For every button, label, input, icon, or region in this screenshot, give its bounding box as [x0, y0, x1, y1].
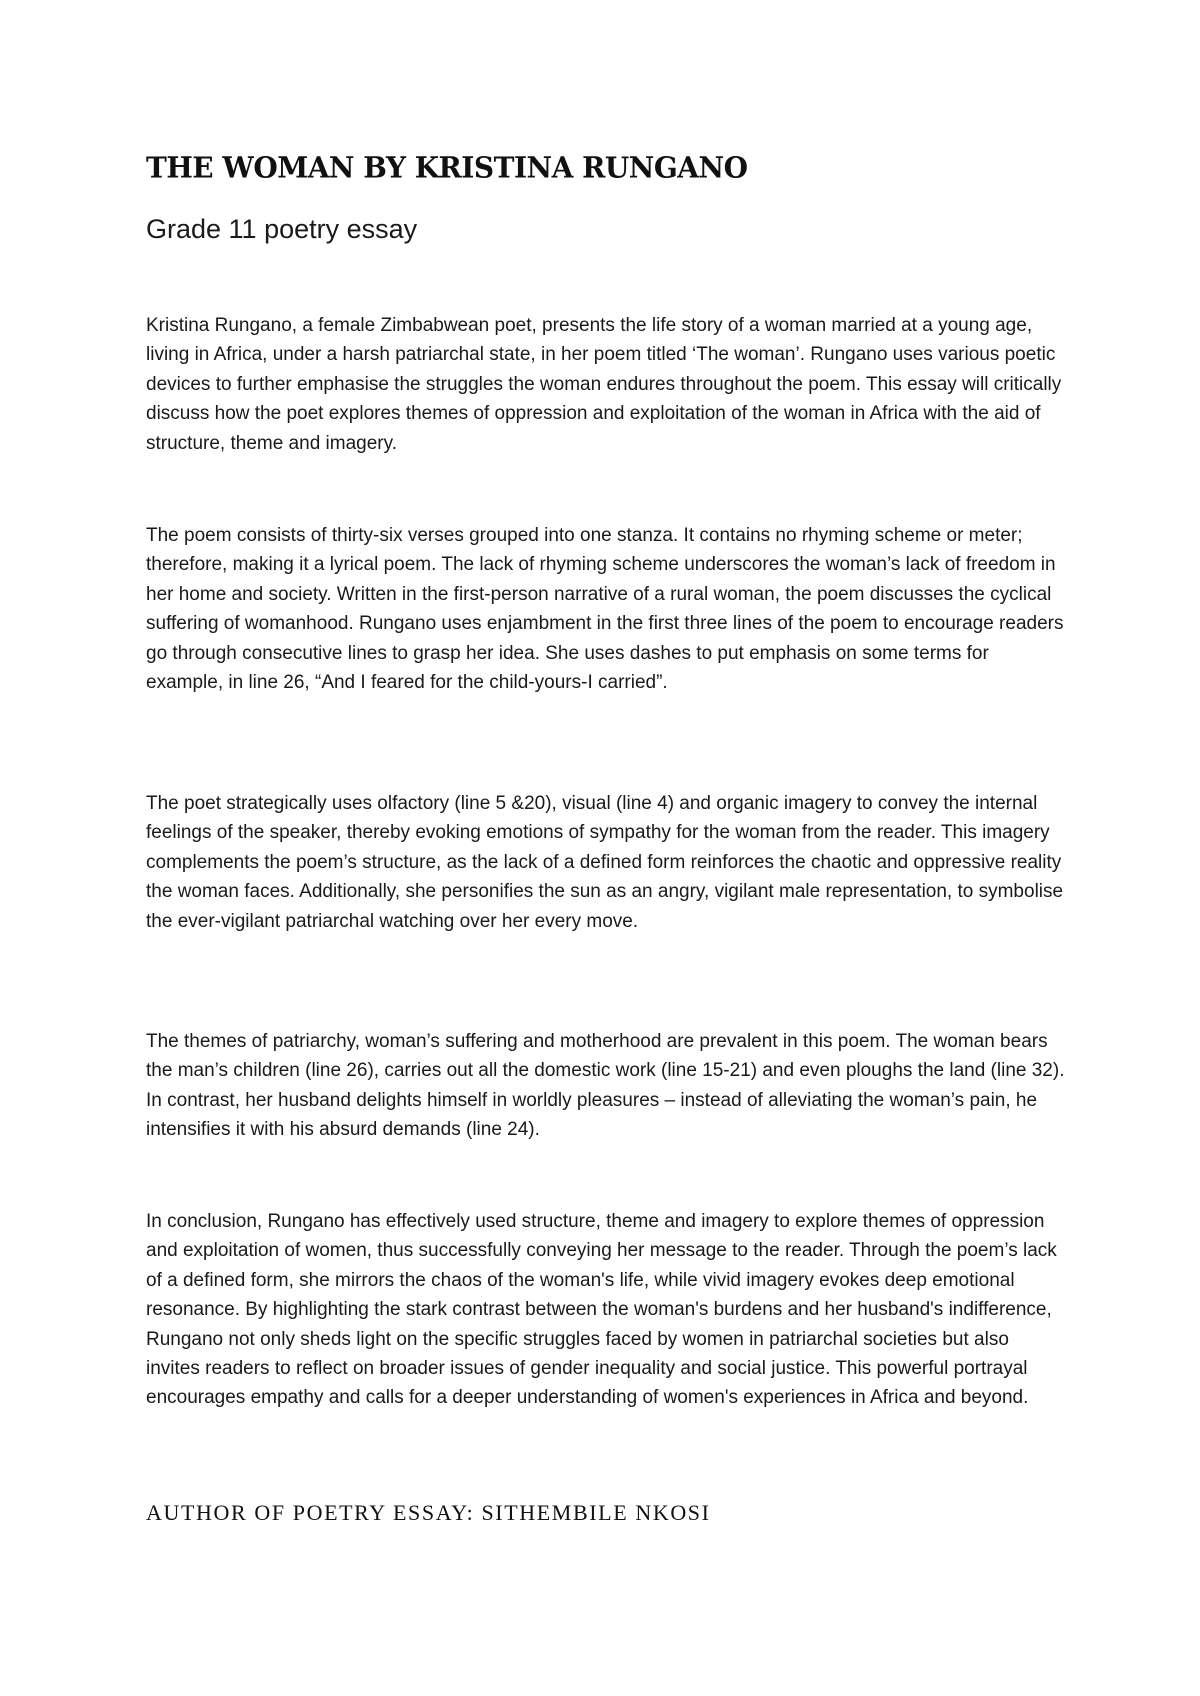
essay-title: THE WOMAN BY KRISTINA RUNGANO — [146, 150, 748, 185]
structure-paragraph: The poem consists of thirty-six verses grouped into one stanza. It contains no rhyming scheme or meter; therefore, making it a lyrical poem. The lack of rhyming scheme underscores the woman’s lack of freedom in her home and society. Written in the first-person narrative of a rural woman, the poem discusses the cyclical suffering of womanhood. Rungano uses enjambment in the first three lines of the poem to encourage readers go through consecutive lines to grasp her idea. She uses dashes to put emphasis on some terms for example, in line 26, “And I feared for the child-yours-I carried”. — [146, 525, 1064, 694]
conclusion-paragraph: In conclusion, Rungano has effectively used structure, theme and imagery to explore themes of oppression and exploitation of women, thus successfully conveying her message to the reader. Through the poem’s lack of a defined form, she mirrors the chaos of the woman's life, while vivid imagery evokes deep emotional resonance. By highlighting the stark contrast between the woman's burdens and her husband's indifference, Rungano not only sheds light on the specific struggles faced by women in patriarchal societies but also invites readers to reflect on broader issues of gender inequality and social justice. This powerful portrayal encourages empathy and calls for a deeper understanding of women's experiences in Africa and beyond. — [146, 1211, 1057, 1409]
imagery-paragraph: The poet strategically uses olfactory (line 5 &20), visual (line 4) and organic imagery to convey the internal feelings of the speaker, thereby evoking emotions of sympathy for the woman from the reader. This imagery complements the poem’s structure, as the lack of a defined form reinforces the chaotic and oppressive reality the woman faces. Additionally, she personifies the sun as an angry, vigilant male representation, to symbolise the ever-vigilant patriarchal watching over her every move. — [146, 793, 1064, 932]
essay-subtitle: Grade 11 poetry essay — [146, 214, 418, 244]
author-line: AUTHOR OF POETRY ESSAY: SITHEMBILE NKOSI — [146, 1500, 711, 1525]
introduction-paragraph: Kristina Rungano, a female Zimbabwean poet, presents the life story of a woman married at a young age, living in Africa, under a harsh patriarchal state, in her poem titled ‘The woman’. Rungano uses various poetic devices to further emphasise the struggles the woman endures throughout the poem. This essay will critically discuss how the poet explores themes of oppression and exploitation of the woman in Africa with the aid of structure, theme and imagery. — [146, 315, 1062, 454]
themes-paragraph: The themes of patriarchy, woman’s suffering and motherhood are prevalent in this poem. The woman bears the man’s children (line 26), carries out all the domestic work (line 15-21) and even ploughs the land (line 32). In contrast, her husband delights himself in worldly pleasures – instead of alleviating the woman’s pain, he intensifies it with his absurd demands (line 24). — [146, 1031, 1065, 1141]
